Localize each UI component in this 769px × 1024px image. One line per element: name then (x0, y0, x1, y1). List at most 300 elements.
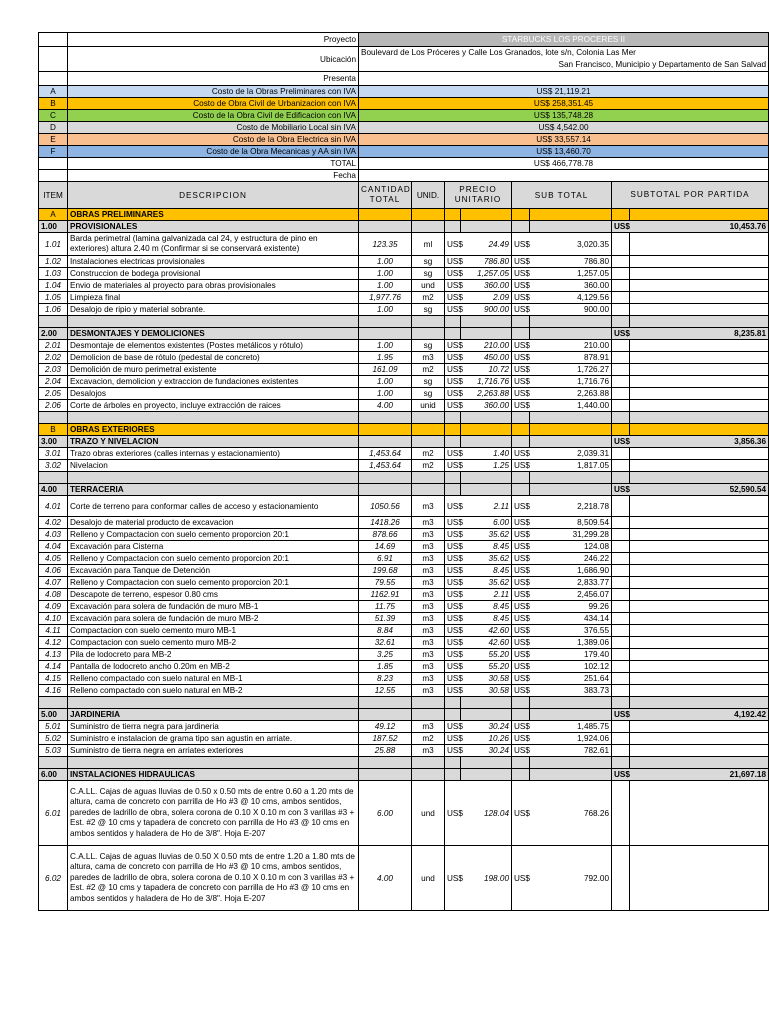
item-quantity: 123.35 (359, 233, 412, 256)
cell (612, 209, 630, 221)
cell (612, 472, 630, 484)
cell (630, 233, 769, 256)
table-row (39, 268, 769, 280)
table-row (39, 661, 769, 673)
summary-code: C (39, 110, 68, 122)
group-currency: US$ (612, 221, 630, 233)
item-sub-currency: US$ (512, 496, 530, 517)
cell (612, 565, 630, 577)
spacer-row (39, 697, 769, 709)
item-unit: sg (412, 376, 445, 388)
item-quantity: 79.55 (359, 577, 412, 589)
cell (612, 589, 630, 601)
item-quantity: 6.00 (359, 781, 412, 846)
item-unit: m3 (412, 601, 445, 613)
item-subtotal: 124.08 (530, 541, 612, 553)
cell (530, 436, 612, 448)
col-descripcion: DESCRIPCION (68, 182, 359, 209)
cell (612, 460, 630, 472)
cell (630, 553, 769, 565)
item-unit: m3 (412, 565, 445, 577)
summary-value: US$ 21,119.21 (359, 86, 769, 98)
item-price: 55.20 (461, 649, 512, 661)
item-price: 210.00 (461, 340, 512, 352)
cell (445, 697, 461, 709)
item-description: Compactacion con suelo cemento muro MB-2 (68, 637, 359, 649)
table-row (39, 256, 769, 268)
cell (359, 424, 412, 436)
proyecto-value: STARBUCKS LOS PROCERES II (359, 33, 769, 47)
presenta-label: Presenta (68, 72, 359, 86)
cell (359, 757, 412, 769)
cell (412, 328, 445, 340)
cell (530, 316, 612, 328)
item-unit: und (412, 280, 445, 292)
item-unit: sg (412, 388, 445, 400)
item-price-currency: US$ (445, 268, 461, 280)
cell (612, 388, 630, 400)
cell (612, 721, 630, 733)
item-price-currency: US$ (445, 376, 461, 388)
cell (461, 484, 512, 496)
cell (530, 709, 612, 721)
item-quantity: 11.75 (359, 601, 412, 613)
cell (630, 400, 769, 412)
cell (512, 697, 530, 709)
item-price: 2.11 (461, 589, 512, 601)
group-total: 3,856.36 (630, 436, 769, 448)
cell (412, 757, 445, 769)
item-unit: m2 (412, 460, 445, 472)
cell (630, 637, 769, 649)
item-quantity: 199.68 (359, 565, 412, 577)
table-row (39, 649, 769, 661)
group-row (39, 221, 769, 233)
table-row (39, 376, 769, 388)
item-quantity: 1418.26 (359, 517, 412, 529)
group-code: 2.00 (39, 328, 68, 340)
cell (359, 697, 412, 709)
project-row (39, 33, 769, 47)
item-subtotal: 434.14 (530, 613, 612, 625)
item-subtotal: 2,039.31 (530, 448, 612, 460)
ubicacion-value: Boulevard de Los Próceres y Calle Los Granados, lote s/n, Colonia Las Mer San Francisco, Municipio y Departamento de San Salvad (359, 47, 769, 72)
item-description: Descapote de terreno, espesor 0.80 cms (68, 589, 359, 601)
item-unit: m2 (412, 364, 445, 376)
item-quantity: 1.00 (359, 256, 412, 268)
cell (612, 846, 630, 911)
cell (412, 769, 445, 781)
cell (512, 472, 530, 484)
cell (612, 637, 630, 649)
item-subtotal: 4,129.56 (530, 292, 612, 304)
summary-value: US$ 4,542.00 (359, 122, 769, 134)
item-code: 4.15 (39, 673, 68, 685)
item-price: 1.25 (461, 460, 512, 472)
item-subtotal: 900.00 (530, 304, 612, 316)
item-sub-currency: US$ (512, 637, 530, 649)
table-row (39, 352, 769, 364)
item-quantity: 1.85 (359, 661, 412, 673)
cell (412, 697, 445, 709)
summary-label: Costo de Mobiliario Local sin IVA (68, 122, 359, 134)
item-code: 2.01 (39, 340, 68, 352)
cell (39, 316, 68, 328)
summary-code: E (39, 134, 68, 146)
group-currency: US$ (612, 769, 630, 781)
item-description: Limpieza final (68, 292, 359, 304)
cell (612, 376, 630, 388)
group-total: 10,453.76 (630, 221, 769, 233)
table-row (39, 733, 769, 745)
item-sub-currency: US$ (512, 745, 530, 757)
table-row (39, 745, 769, 757)
item-description: Suministro de tierra negra en arriates exteriores (68, 745, 359, 757)
item-code: 2.04 (39, 376, 68, 388)
cell (630, 304, 769, 316)
item-unit: sg (412, 304, 445, 316)
summary-code: F (39, 146, 68, 158)
item-price-currency: US$ (445, 577, 461, 589)
spacer-row (39, 412, 769, 424)
cell (445, 472, 461, 484)
cell (630, 529, 769, 541)
item-description: Corte de terreno para conformar calles de acceso y estacionamiento (68, 496, 359, 517)
cell (630, 340, 769, 352)
table-row (39, 637, 769, 649)
item-subtotal: 1,257.05 (530, 268, 612, 280)
item-sub-currency: US$ (512, 625, 530, 637)
item-code: 1.06 (39, 304, 68, 316)
item-sub-currency: US$ (512, 661, 530, 673)
item-quantity: 1.95 (359, 352, 412, 364)
item-code: 2.06 (39, 400, 68, 412)
item-unit: m3 (412, 649, 445, 661)
item-description: Relleno y Compactacion con suelo cemento proporcion 20:1 (68, 577, 359, 589)
item-price: 24.49 (461, 233, 512, 256)
cell (630, 292, 769, 304)
item-unit: m3 (412, 721, 445, 733)
item-unit: m3 (412, 589, 445, 601)
item-unit: sg (412, 256, 445, 268)
cell (630, 673, 769, 685)
cell (39, 47, 68, 72)
item-sub-currency: US$ (512, 460, 530, 472)
item-sub-currency: US$ (512, 352, 530, 364)
item-unit: sg (412, 340, 445, 352)
item-subtotal: 102.12 (530, 661, 612, 673)
item-sub-currency: US$ (512, 292, 530, 304)
item-quantity: 1.00 (359, 304, 412, 316)
table-row (39, 553, 769, 565)
item-price-currency: US$ (445, 529, 461, 541)
item-unit: m3 (412, 685, 445, 697)
item-quantity: 1.00 (359, 388, 412, 400)
item-description: Pantalla de lodocreto ancho 0.20m en MB-2 (68, 661, 359, 673)
item-price: 30.58 (461, 673, 512, 685)
item-unit: m3 (412, 553, 445, 565)
group-row (39, 484, 769, 496)
item-description: C.A.LL. Cajas de aguas lluvias de 0.50 X 0.50 mts de entre 1.20 a 1.80 mts de altura, cama de concreto con parrilla de Ho #3 @ 10 cms, ambos sentidos, paredes de ladrillo de obra, solera corona de 0.10 X 0.10 m con 3 varillas #3 + Est. #2 @ 10 cms y tapadera de concreto con parrilla de Ho #3 @ 10 cms en ambos sentidos y haladera de Ho de 3/8". Hoja E-207 (68, 846, 359, 911)
cell (630, 625, 769, 637)
item-unit: ml (412, 233, 445, 256)
item-sub-currency: US$ (512, 721, 530, 733)
item-sub-currency: US$ (512, 589, 530, 601)
cell (630, 589, 769, 601)
cell (630, 280, 769, 292)
item-price-currency: US$ (445, 781, 461, 846)
cell (612, 685, 630, 697)
section-row (39, 424, 769, 436)
item-quantity: 51.39 (359, 613, 412, 625)
item-description: Excavación para solera de fundación de muro MB-1 (68, 601, 359, 613)
item-description: Excavación para solera de fundación de muro MB-2 (68, 613, 359, 625)
item-code: 1.01 (39, 233, 68, 256)
table-row (39, 613, 769, 625)
item-price: 35.62 (461, 553, 512, 565)
cell (359, 484, 412, 496)
cell (359, 221, 412, 233)
budget-table (38, 32, 769, 911)
col-precio: PRECIO UNITARIO (445, 182, 512, 209)
item-quantity: 8.23 (359, 673, 412, 685)
cell (445, 316, 461, 328)
item-quantity: 6.91 (359, 553, 412, 565)
item-description: Trazo obras exteriores (calles internas y estacionamiento) (68, 448, 359, 460)
item-sub-currency: US$ (512, 233, 530, 256)
cell (461, 412, 512, 424)
cell (412, 709, 445, 721)
item-subtotal: 1,440.00 (530, 400, 612, 412)
item-price-currency: US$ (445, 304, 461, 316)
item-price: 786.80 (461, 256, 512, 268)
cell (530, 209, 612, 221)
section-code: B (39, 424, 68, 436)
item-price: 8.45 (461, 613, 512, 625)
cell (461, 424, 512, 436)
item-unit: m2 (412, 292, 445, 304)
item-price: 8.45 (461, 541, 512, 553)
cell (630, 745, 769, 757)
item-quantity: 1.00 (359, 376, 412, 388)
group-code: 6.00 (39, 769, 68, 781)
item-price-currency: US$ (445, 661, 461, 673)
cell (461, 757, 512, 769)
item-sub-currency: US$ (512, 448, 530, 460)
cell (530, 484, 612, 496)
cell (412, 209, 445, 221)
cell (612, 340, 630, 352)
cell (630, 649, 769, 661)
table-row (39, 541, 769, 553)
item-quantity: 1,453.64 (359, 448, 412, 460)
item-price-currency: US$ (445, 400, 461, 412)
item-quantity: 8.84 (359, 625, 412, 637)
table-row (39, 577, 769, 589)
cell (461, 209, 512, 221)
cell (512, 436, 530, 448)
item-code: 3.01 (39, 448, 68, 460)
item-price-currency: US$ (445, 733, 461, 745)
item-price: 198.00 (461, 846, 512, 911)
cell (39, 757, 68, 769)
section-title: OBRAS PRELIMINARES (68, 209, 359, 221)
cell (612, 280, 630, 292)
item-code: 1.03 (39, 268, 68, 280)
item-code: 6.01 (39, 781, 68, 846)
item-unit: m2 (412, 733, 445, 745)
item-unit: m3 (412, 577, 445, 589)
cell (512, 424, 530, 436)
cell (359, 316, 412, 328)
table-row (39, 280, 769, 292)
group-total: 8,235.81 (630, 328, 769, 340)
summary-label: Costo de la Obra Mecanicas y AA sin IVA (68, 146, 359, 158)
item-code: 4.07 (39, 577, 68, 589)
ubicacion-row (39, 47, 769, 72)
group-row (39, 328, 769, 340)
cell (530, 424, 612, 436)
item-price-currency: US$ (445, 352, 461, 364)
table-row (39, 448, 769, 460)
cell (512, 328, 530, 340)
group-title: DESMONTAJES Y DEMOLICIONES (68, 328, 359, 340)
item-code: 4.03 (39, 529, 68, 541)
item-sub-currency: US$ (512, 517, 530, 529)
summary-label: Costo de la Obra Electrica sin IVA (68, 134, 359, 146)
group-row (39, 769, 769, 781)
cell (68, 697, 359, 709)
item-price-currency: US$ (445, 364, 461, 376)
item-description: Pila de lodocreto para MB-2 (68, 649, 359, 661)
cell (630, 496, 769, 517)
cell (359, 472, 412, 484)
item-subtotal: 1,686.90 (530, 565, 612, 577)
cell (612, 697, 630, 709)
cell (630, 412, 769, 424)
cell (512, 484, 530, 496)
item-subtotal: 786.80 (530, 256, 612, 268)
cell (359, 709, 412, 721)
item-sub-currency: US$ (512, 256, 530, 268)
total-row (39, 158, 769, 170)
summary-value: US$ 33,557.14 (359, 134, 769, 146)
item-price: 10.26 (461, 733, 512, 745)
item-sub-currency: US$ (512, 529, 530, 541)
summary-row-d (39, 122, 769, 134)
cell (530, 769, 612, 781)
item-price-currency: US$ (445, 721, 461, 733)
item-code: 5.02 (39, 733, 68, 745)
item-sub-currency: US$ (512, 376, 530, 388)
item-quantity: 187.52 (359, 733, 412, 745)
cell (630, 376, 769, 388)
item-price-currency: US$ (445, 613, 461, 625)
item-subtotal: 792.00 (530, 846, 612, 911)
item-code: 4.02 (39, 517, 68, 529)
summary-row-b (39, 98, 769, 110)
cell (630, 448, 769, 460)
cell (630, 685, 769, 697)
item-price-currency: US$ (445, 280, 461, 292)
cell (612, 412, 630, 424)
item-price-currency: US$ (445, 685, 461, 697)
cell (412, 436, 445, 448)
section-code: A (39, 209, 68, 221)
section-title: OBRAS EXTERIORES (68, 424, 359, 436)
item-price: 1,716.76 (461, 376, 512, 388)
item-subtotal: 246.22 (530, 553, 612, 565)
item-code: 4.08 (39, 589, 68, 601)
item-price-currency: US$ (445, 256, 461, 268)
cell (445, 209, 461, 221)
item-description: Relleno compactado con suelo natural en MB-2 (68, 685, 359, 697)
item-unit: m3 (412, 613, 445, 625)
item-subtotal: 2,218.78 (530, 496, 612, 517)
cell (630, 721, 769, 733)
cell (612, 233, 630, 256)
item-price-currency: US$ (445, 625, 461, 637)
item-code: 4.13 (39, 649, 68, 661)
item-unit: m3 (412, 352, 445, 364)
item-sub-currency: US$ (512, 781, 530, 846)
cell (512, 412, 530, 424)
spacer-row (39, 316, 769, 328)
item-code: 4.04 (39, 541, 68, 553)
cell (612, 757, 630, 769)
cell (612, 424, 630, 436)
cell (359, 72, 769, 86)
cell (412, 424, 445, 436)
item-unit: m3 (412, 637, 445, 649)
item-subtotal: 376.55 (530, 625, 612, 637)
item-sub-currency: US$ (512, 733, 530, 745)
item-description: Desmontaje de elementos existentes (Postes metálicos y rótulo) (68, 340, 359, 352)
item-quantity: 12.55 (359, 685, 412, 697)
item-code: 4.12 (39, 637, 68, 649)
item-price: 30.24 (461, 745, 512, 757)
table-row (39, 233, 769, 256)
group-currency: US$ (612, 484, 630, 496)
cell (412, 316, 445, 328)
item-quantity: 1.00 (359, 340, 412, 352)
cell (630, 733, 769, 745)
item-subtotal: 31,299.28 (530, 529, 612, 541)
item-unit: m3 (412, 661, 445, 673)
cell (512, 221, 530, 233)
item-subtotal: 2,456.07 (530, 589, 612, 601)
cell (512, 209, 530, 221)
cell (461, 472, 512, 484)
spacer-row (39, 472, 769, 484)
cell (445, 436, 461, 448)
item-description: Excavacion, demolicion y extraccion de fundaciones existentes (68, 376, 359, 388)
table-row (39, 625, 769, 637)
cell (530, 221, 612, 233)
cell (612, 781, 630, 846)
cell (359, 170, 769, 182)
cell (39, 158, 68, 170)
item-description: Desalojo de ripio y material sobrante. (68, 304, 359, 316)
cell (612, 649, 630, 661)
item-code: 4.06 (39, 565, 68, 577)
item-sub-currency: US$ (512, 388, 530, 400)
item-unit: m3 (412, 517, 445, 529)
cell (612, 400, 630, 412)
item-code: 1.04 (39, 280, 68, 292)
summary-code: A (39, 86, 68, 98)
cell (68, 472, 359, 484)
